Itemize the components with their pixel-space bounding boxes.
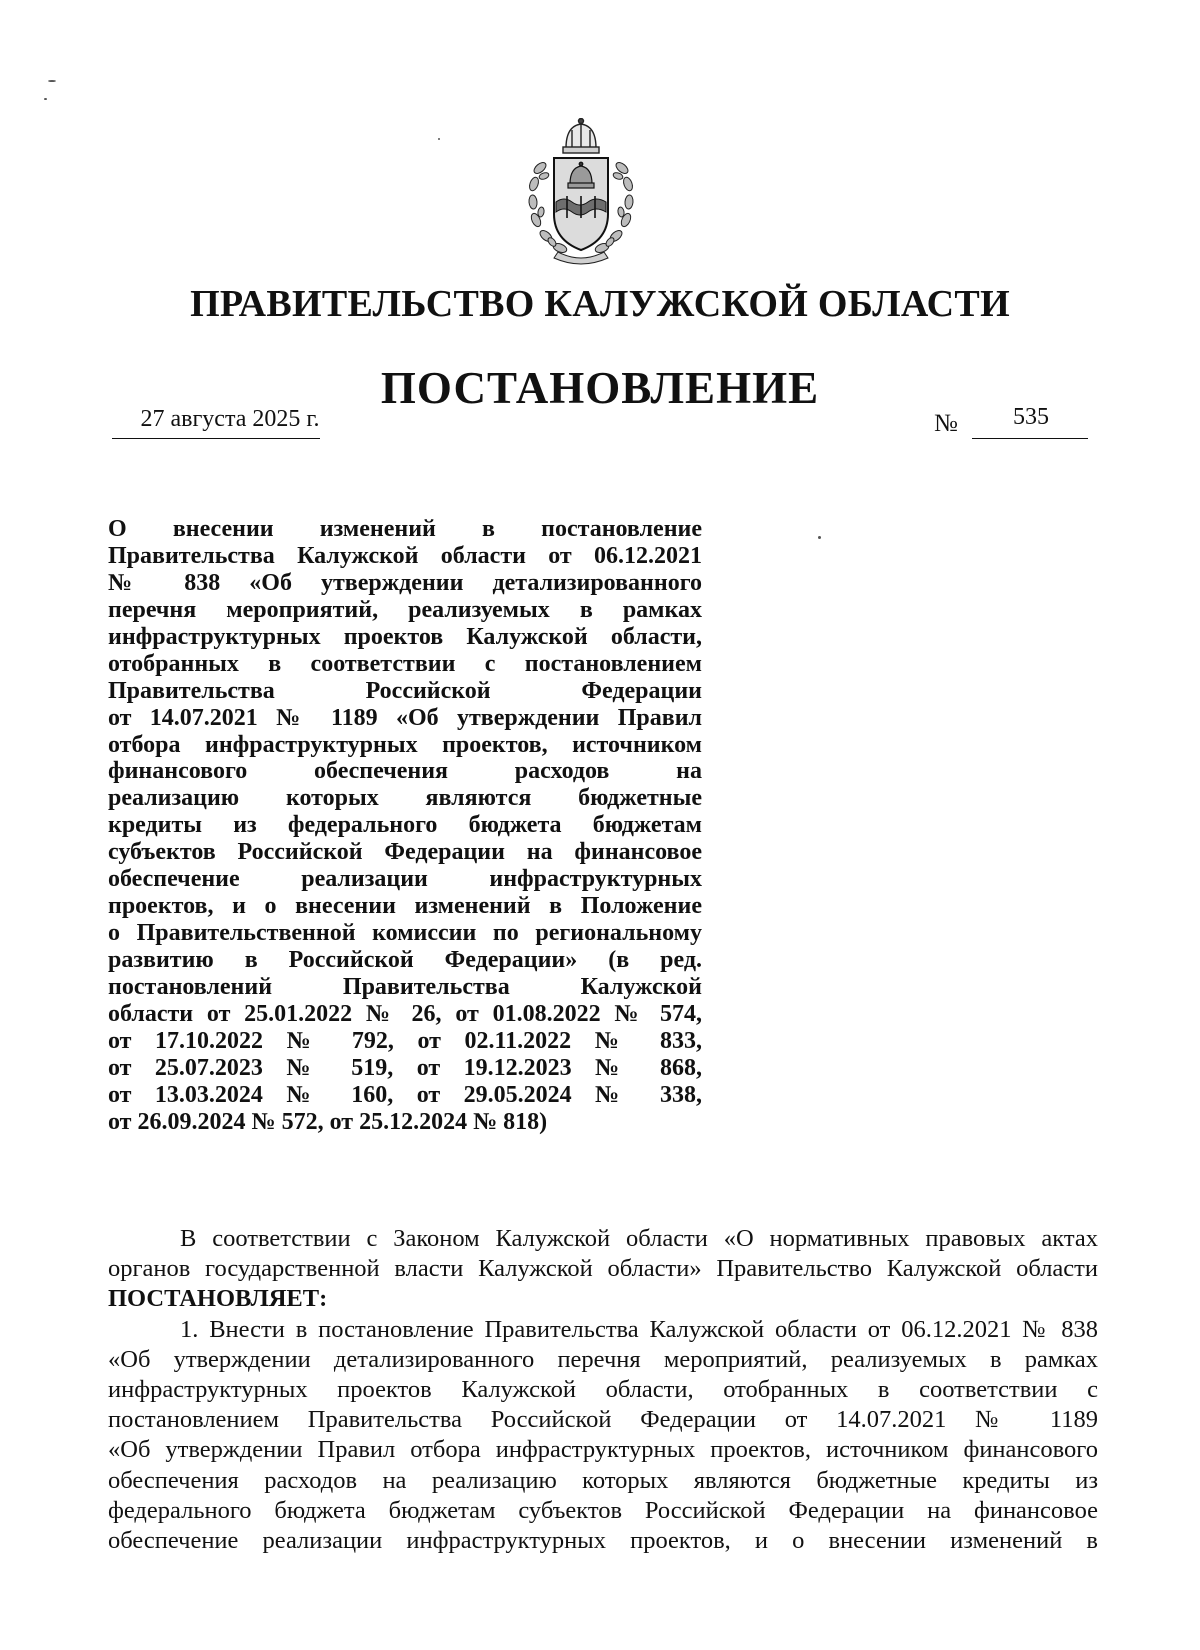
scan-speck [44,98,47,100]
document-number: 535 [1013,404,1049,430]
scan-speck [818,536,821,539]
title-line: проектов, и о внесении изменений в Положение [108,893,702,920]
title-line: Правительства Российской Федерации [108,677,702,704]
title-line: реализацию которых являются бюджетные [108,785,702,812]
title-line: Правительства Калужской области от 06.12.2021 [108,542,702,569]
title-line: финансового обеспечения расходов на [108,758,702,785]
scan-speck [48,80,56,82]
title-line: от 14.07.2021 № 1189 «Об утверждении Правил [108,704,702,731]
body-line: В соответствии с Законом Калужской области «О нормативных правовых актах [180,1225,1098,1252]
title-line: О внесении изменений в постановление [108,516,702,542]
body-line: «Об утверждении детализированного перечня мероприятий, реализуемых в рамках [108,1345,1098,1373]
title-line: от 25.07.2023 № 519, от 19.12.2023 № 868, [108,1054,702,1081]
title-line: постановлений Правительства Калужской [108,973,702,1000]
body-line: инфраструктурных проектов Калужской области, отобранных в соответствии с [108,1375,1098,1403]
document-title-block [108,516,702,1136]
resolve-keyword: ПОСТАНОВЛЯЕТ: [108,1285,328,1313]
title-line: инфраструктурных проектов Калужской области, [108,623,702,650]
title-line: перечня мероприятий, реализуемых в рамках [108,596,702,623]
title-line: кредиты из федерального бюджета бюджетам [108,812,702,839]
organization-heading: ПРАВИТЕЛЬСТВО КАЛУЖСКОЙ ОБЛАСТИ [190,283,1010,325]
coat-of-arms-emblem [522,118,640,268]
body-line: федерального бюджета бюджетам субъектов Российской Федерации на финансовое [108,1496,1098,1524]
title-line: отбора инфраструктурных проектов, источником [108,731,702,758]
body-line: «Об утверждении Правил отбора инфраструктурных проектов, источником финансового [108,1436,1098,1464]
document-body [108,1224,1098,1556]
body-line: обеспечения расходов на реализацию которых являются бюджетные кредиты из [108,1466,1098,1494]
title-line: обеспечение реализации инфраструктурных [108,866,702,893]
title-line: субъектов Российской Федерации на финансовое [108,839,702,866]
number-label: № [934,410,958,437]
number-underline [972,438,1088,439]
title-line: от 13.03.2024 № 160, от 29.05.2024 № 338, [108,1081,702,1108]
document-date: 27 августа 2025 г. [140,406,320,432]
title-line: от 17.10.2022 № 792, от 02.11.2022 № 833, [108,1027,702,1054]
scan-speck [438,138,440,140]
title-line: от 26.09.2024 № 572, от 25.12.2024 № 818) [108,1108,548,1135]
title-line: № 838 «Об утверждении детализированного [108,569,702,596]
title-line: о Правительственной комиссии по региональному [108,920,702,947]
body-line: постановлением Правительства Российской Федерации от 14.07.2021 № 1189 [108,1406,1098,1434]
body-line: обеспечение реализации инфраструктурных проектов, и о внесении изменений в [108,1526,1098,1554]
body-line: 1. Внести в постановление Правительства Калужской области от 06.12.2021 № 838 [180,1315,1098,1343]
title-line: отобранных в соответствии с постановлением [108,650,702,677]
date-underline [112,438,320,439]
body-line: органов государственной власти Калужской области» Правительство Калужской области [108,1255,1098,1283]
document-type-heading: ПОСТАНОВЛЕНИЕ [380,363,820,413]
title-line: развитию в Российской Федерации» (в ред. [108,947,702,973]
title-line: области от 25.01.2022 № 26, от 01.08.2022 № 574, [108,1000,702,1027]
